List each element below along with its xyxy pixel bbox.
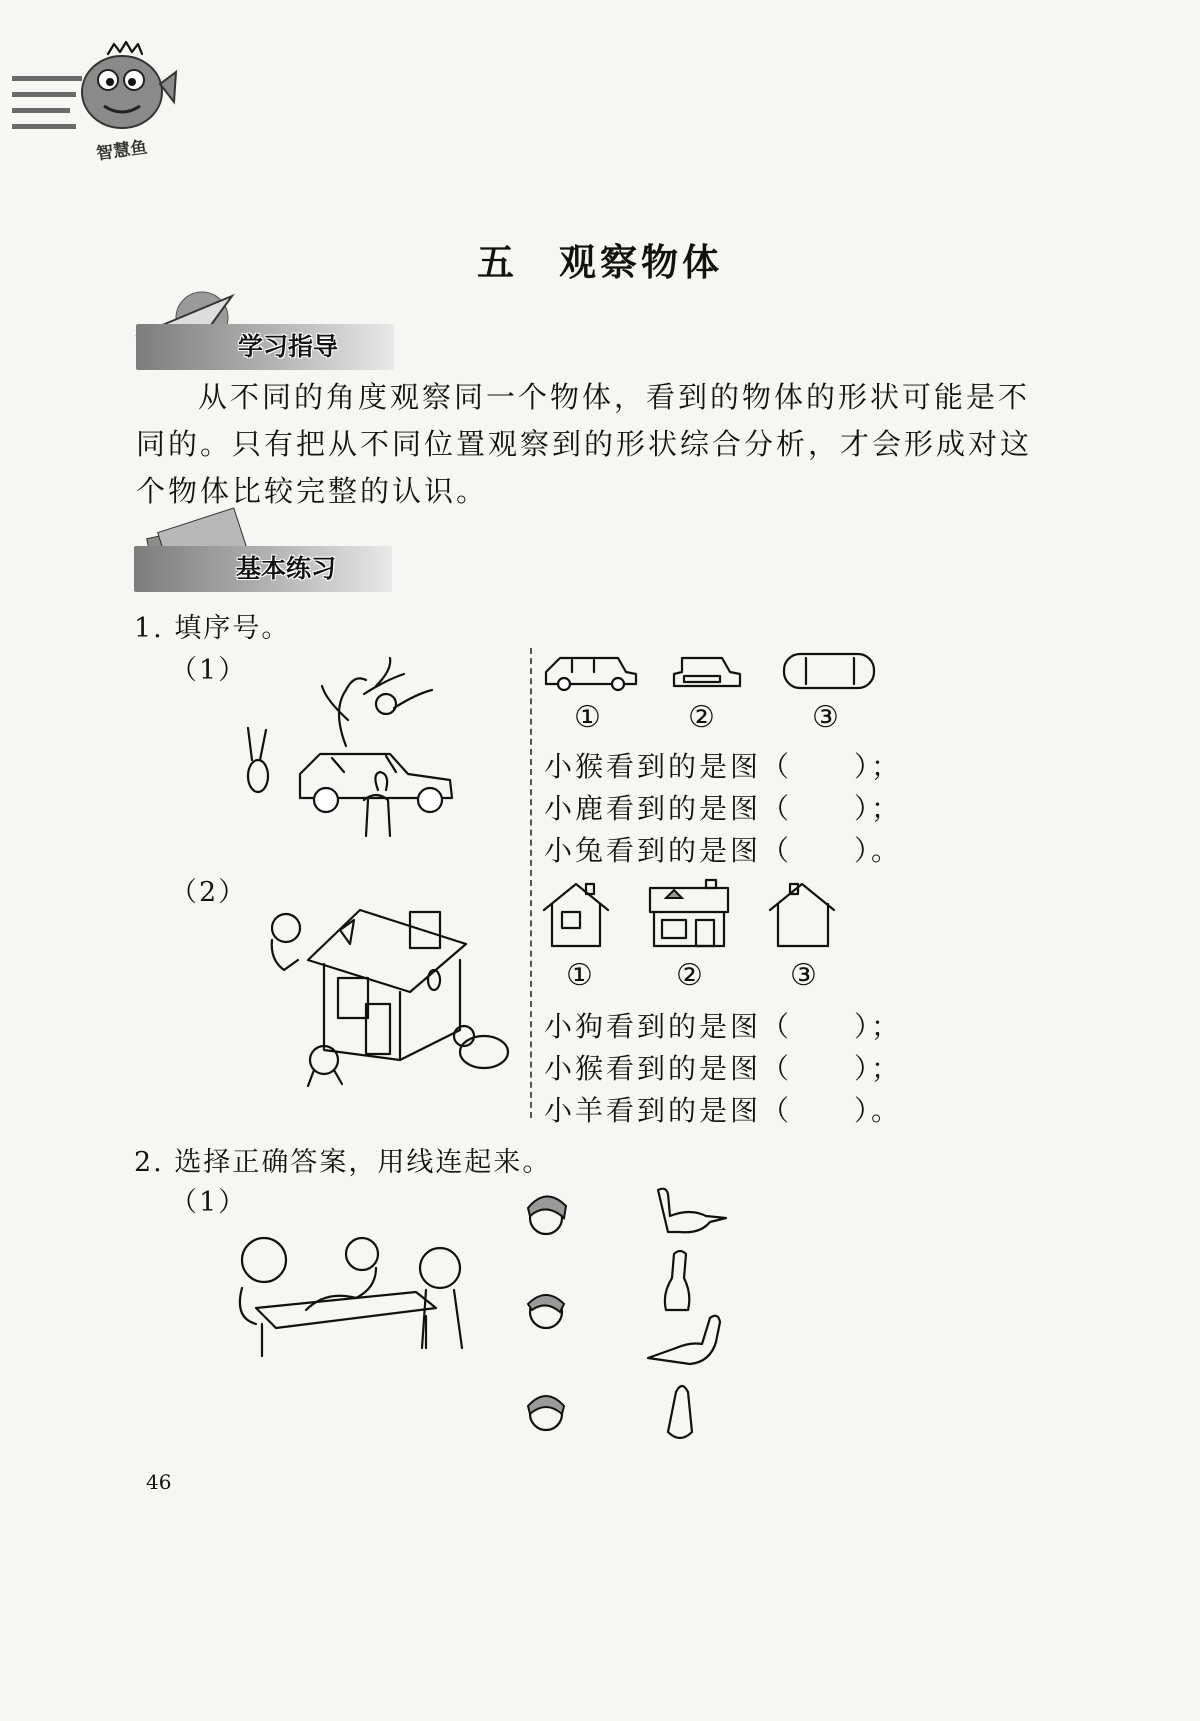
fish-logo-icon <box>78 44 188 144</box>
q1p1-line-1: 小猴看到的是图（ ）； <box>544 750 903 783</box>
children-table-illustration <box>226 1228 486 1368</box>
q1p2-option-3: ③ <box>790 958 817 993</box>
logo-name: 智慧鱼 <box>95 137 149 165</box>
q1p2-line-3: 小羊看到的是图（ ）。 <box>544 1094 903 1127</box>
car-options-icons <box>544 652 894 692</box>
house-scene-illustration <box>250 900 520 1090</box>
basic-practice-label: 基本练习 <box>236 554 337 583</box>
q1p2-option-2: ② <box>676 958 703 993</box>
q2-heading: 2. 选择正确答案，用线连起来。 <box>134 1147 552 1178</box>
q1-divider <box>530 648 532 1118</box>
q1p2-option-1: ① <box>566 958 593 993</box>
q1-part1-label: （1） <box>170 655 248 686</box>
q1p1-line-3: 小兔看到的是图（ ）。 <box>544 834 903 867</box>
car-tree-scene-illustration <box>236 650 476 850</box>
guide-line-2: 同的。只有把从不同位置观察到的形状综合分析，才会形成对这 <box>136 427 1033 461</box>
page-number: 46 <box>146 1470 172 1494</box>
house-options-icons <box>542 880 842 950</box>
child-heads-icons <box>520 1192 580 1462</box>
guide-line-1: 从不同的角度观察同一个物体，看到的物体的形状可能是不 <box>198 380 1031 414</box>
q1p1-line-2: 小鹿看到的是图（ ）； <box>544 792 903 825</box>
q1-heading: 1. 填序号。 <box>134 613 291 644</box>
q2-part1-label: （1） <box>170 1187 248 1218</box>
page-title: 五 观察物体 <box>477 241 723 284</box>
guide-line-3: 个物体比较完整的认识。 <box>136 474 489 508</box>
study-guide-label: 学习指导 <box>238 332 339 361</box>
q1p1-option-3: ③ <box>812 700 839 735</box>
q1-part2-label: （2） <box>170 877 248 908</box>
q1p2-line-1: 小狗看到的是图（ ）； <box>544 1010 903 1043</box>
q1p1-option-1: ① <box>574 700 601 735</box>
dinosaur-views-icons <box>640 1182 740 1462</box>
q1p2-line-2: 小猴看到的是图（ ）； <box>544 1052 903 1085</box>
q1p1-option-2: ② <box>688 700 715 735</box>
